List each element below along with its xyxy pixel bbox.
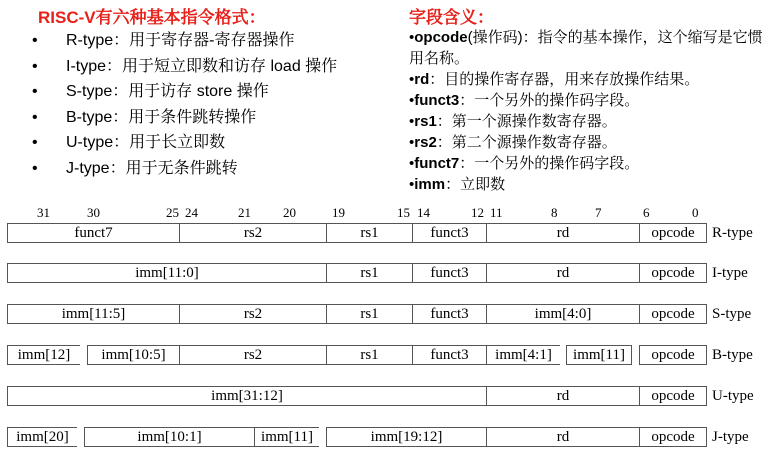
list-item bbox=[28, 30, 337, 56]
field-desc: (操作码)：指令的基本操作，这个缩写是它惯用名称。 bbox=[409, 29, 763, 67]
s-type-row bbox=[7, 304, 707, 324]
field-imm-19-12: imm[19:12] bbox=[326, 427, 486, 447]
field-rs2: rs2 bbox=[179, 223, 326, 243]
field-funct3: funct3 bbox=[412, 304, 486, 324]
bullet: • bbox=[32, 57, 38, 75]
bit-number: 24 bbox=[185, 205, 198, 220]
row-label-b-type: B-type bbox=[712, 347, 753, 363]
list-item bbox=[28, 107, 337, 133]
list-item-text: S-type：用于访存 store 操作 bbox=[66, 83, 269, 100]
bit-number: 30 bbox=[87, 205, 100, 220]
i-type-row bbox=[7, 263, 707, 283]
row-label-i-type: I-type bbox=[712, 265, 748, 281]
field-def bbox=[409, 69, 769, 90]
bit-number: 7 bbox=[595, 205, 602, 220]
field-imm-low: imm[4:0] bbox=[486, 304, 639, 324]
field-opcode: opcode bbox=[639, 345, 707, 365]
j-type-row bbox=[7, 427, 707, 447]
field-name: rd bbox=[414, 71, 430, 88]
bullet: • bbox=[409, 29, 415, 46]
field-desc: ：目的操作寄存器，用来存放操作结果。 bbox=[429, 71, 700, 88]
field-imm-11: imm[11] bbox=[566, 345, 632, 365]
field-rs2: rs2 bbox=[179, 345, 326, 365]
field-desc: ：第二个源操作数寄存器。 bbox=[436, 134, 617, 151]
field-imm: imm[31:12] bbox=[7, 386, 486, 406]
field-imm-11: imm[11] bbox=[254, 427, 319, 447]
list-item-text: U-type：用于长立即数 bbox=[66, 134, 226, 151]
row-label-j-type: J-type bbox=[712, 429, 749, 445]
bullet: • bbox=[32, 159, 38, 177]
row-label-s-type: S-type bbox=[712, 306, 752, 322]
field-imm-4-1: imm[4:1] bbox=[486, 345, 560, 365]
bullet: • bbox=[409, 92, 415, 109]
field-name: funct3 bbox=[414, 92, 460, 109]
bit-number: 25 bbox=[166, 205, 179, 220]
bullet: • bbox=[32, 108, 38, 126]
field-desc: ：一个另外的操作码字段。 bbox=[459, 92, 640, 109]
list-item-text: B-type：用于条件跳转操作 bbox=[66, 108, 257, 126]
row-label-r-type: R-type bbox=[712, 225, 753, 241]
bit-number: 12 bbox=[471, 205, 484, 220]
bit-number: 6 bbox=[643, 205, 650, 220]
field-defs bbox=[409, 27, 769, 195]
list-item bbox=[28, 81, 337, 107]
field-def bbox=[409, 27, 769, 69]
bit-number: 19 bbox=[332, 205, 345, 220]
field-desc: ：一个另外的操作码字段。 bbox=[459, 155, 640, 172]
list-item bbox=[28, 158, 337, 184]
bit-number: 8 bbox=[551, 205, 558, 220]
field-funct3: funct3 bbox=[412, 345, 486, 365]
bit-number: 31 bbox=[37, 205, 50, 220]
field-defs-title: 字段含义： bbox=[409, 8, 494, 27]
bullet: • bbox=[409, 134, 415, 151]
field-name: opcode bbox=[414, 29, 468, 46]
bit-number: 0 bbox=[692, 205, 699, 220]
field-rs1: rs1 bbox=[326, 345, 412, 365]
field-opcode: opcode bbox=[639, 427, 707, 447]
field-funct3: funct3 bbox=[412, 223, 486, 243]
field-imm: imm[11:0] bbox=[7, 263, 326, 283]
field-def bbox=[409, 111, 769, 132]
field-name: rs2 bbox=[414, 134, 437, 151]
bullet: • bbox=[409, 176, 415, 193]
field-name: funct7 bbox=[414, 155, 460, 172]
field-def bbox=[409, 132, 769, 153]
field-opcode: opcode bbox=[639, 223, 707, 243]
bit-number: 14 bbox=[417, 205, 430, 220]
bullet: • bbox=[32, 83, 38, 100]
bullet: • bbox=[32, 32, 38, 49]
list-item-text: I-type：用于短立即数和访存 load 操作 bbox=[66, 57, 338, 75]
field-rd: rd bbox=[486, 263, 639, 283]
field-imm-10-1: imm[10:1] bbox=[84, 427, 254, 447]
u-type-row bbox=[7, 386, 707, 406]
bullet: • bbox=[409, 155, 415, 172]
field-name: imm bbox=[414, 176, 446, 193]
list-item-text: J-type：用于无条件跳转 bbox=[66, 159, 238, 177]
field-funct7: funct7 bbox=[7, 223, 179, 243]
field-rd: rd bbox=[486, 427, 639, 447]
bullet: • bbox=[409, 113, 415, 130]
field-rs1: rs1 bbox=[326, 263, 412, 283]
list-item-text: R-type：用于寄存器-寄存器操作 bbox=[66, 32, 295, 49]
list-item bbox=[28, 132, 337, 158]
bit-number: 21 bbox=[238, 205, 251, 220]
field-imm-high: imm[11:5] bbox=[7, 304, 179, 324]
field-rd: rd bbox=[486, 386, 639, 406]
field-rs2: rs2 bbox=[179, 304, 326, 324]
field-opcode: opcode bbox=[639, 386, 707, 406]
field-def bbox=[409, 90, 769, 111]
field-desc: ：立即数 bbox=[445, 176, 506, 193]
field-rd: rd bbox=[486, 223, 639, 243]
b-type-row bbox=[7, 345, 707, 365]
bit-number: 20 bbox=[283, 205, 296, 220]
formats-list bbox=[28, 30, 337, 183]
field-rs1: rs1 bbox=[326, 304, 412, 324]
field-funct3: funct3 bbox=[412, 263, 486, 283]
r-type-row bbox=[7, 223, 707, 243]
field-imm-12: imm[12] bbox=[7, 345, 80, 365]
bit-number: 15 bbox=[397, 205, 410, 220]
formats-title: RISC-V有六种基本指令格式： bbox=[38, 8, 266, 27]
field-def bbox=[409, 174, 769, 195]
bit-number: 11 bbox=[490, 205, 503, 220]
field-opcode: opcode bbox=[639, 304, 707, 324]
list-item bbox=[28, 56, 337, 82]
field-rs1: rs1 bbox=[326, 223, 412, 243]
field-imm-20: imm[20] bbox=[7, 427, 77, 447]
field-desc: ：第一个源操作数寄存器。 bbox=[436, 113, 617, 130]
field-name: rs1 bbox=[414, 113, 437, 130]
row-label-u-type: U-type bbox=[712, 388, 754, 404]
field-def bbox=[409, 153, 769, 174]
field-opcode: opcode bbox=[639, 263, 707, 283]
field-imm-10-5: imm[10:5] bbox=[87, 345, 179, 365]
bullet: • bbox=[32, 134, 38, 151]
bullet: • bbox=[409, 71, 415, 88]
